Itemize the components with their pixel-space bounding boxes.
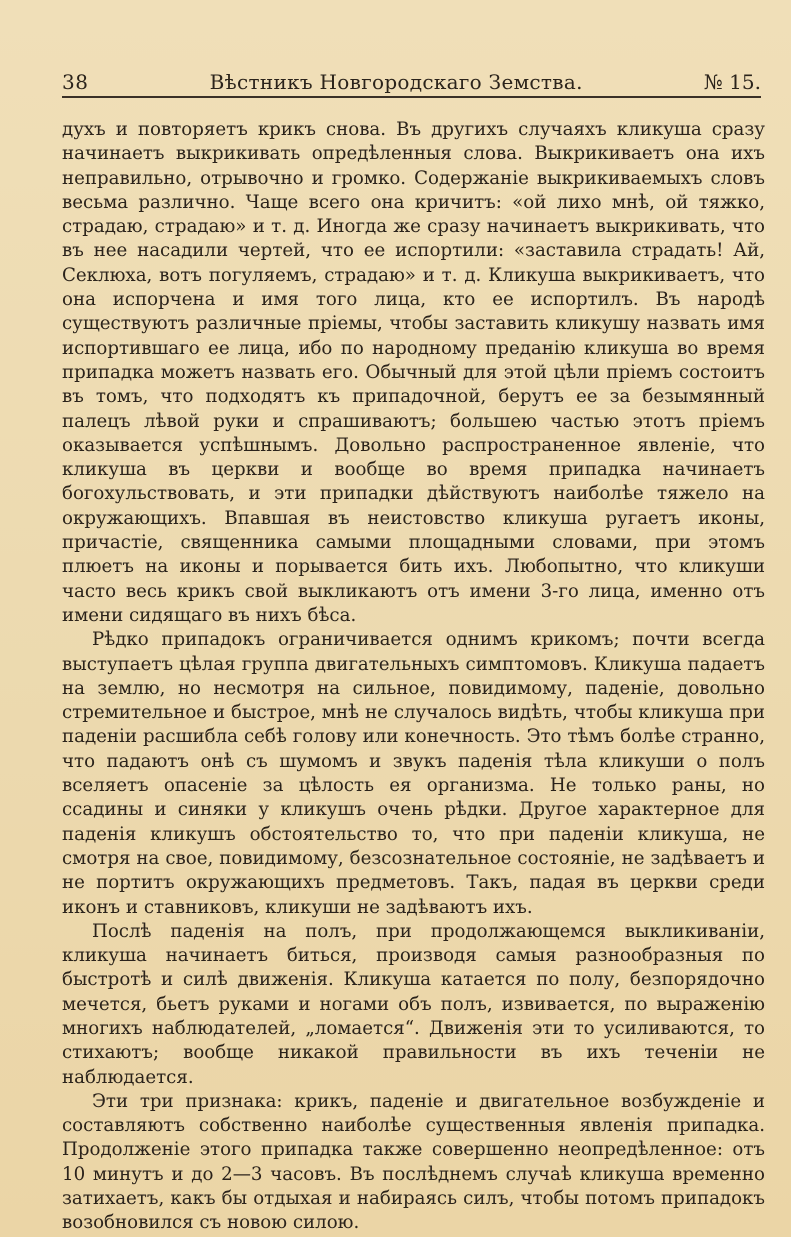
paragraph: Рѣдко припадокъ ограничивается однимъ крикомъ; почти всегда выступаетъ цѣлая группа двигательныхъ симптомовъ. Кликуша падаетъ на землю, но несмотря на сильное, повидимому, паденіе, довольно стремительное и быстрое, мнѣ не случалось видѣть, чтобы кликуша при паденіи расшибла себѣ голову или конечность. Это тѣмъ болѣе странно, что падаютъ онѣ съ шумомъ и звукъ паденія тѣла кликуши о полъ вселяетъ опасеніе за цѣлость ея организма. Не только раны, но ссадины и синяки у кликушъ очень рѣдки. Другое характерное для паденія кликушъ обстоятельство то, что при паденіи кликуша, не смотря на свое, повидимому, безсознательное состояніе, не задѣваетъ и не портитъ окружающихъ предметовъ. Такъ, падая въ церкви среди иконъ и ставниковъ, кликуши не задѣваютъ ихъ. xyxy=(62,629,765,918)
article-body xyxy=(62,118,765,1236)
issue-number: № 15. xyxy=(703,70,761,94)
page-number: 38 xyxy=(62,70,89,94)
paragraph: духъ и повторяетъ крикъ снова. Въ другихъ случаяхъ кликуша сразу начинаетъ выкрикивать опредѣленныя слова. Выкрикиваетъ она ихъ неправильно, отрывочно и громко. Содержаніе выкрикиваемыхъ словъ весьма различно. Чаще всего она кричитъ: «ой лихо мнѣ, ой тяжко, страдаю, страдаю» и т. д. Иногда же сразу начинаетъ выкрикивать, что въ нее насадили чертей, что ее испортили: «заставила страдать! Ай, Секлюха, вотъ погуляемъ, страдаю» и т. д. Кликуша выкрикиваетъ, что она испорчена и имя того лица, кто ее испортилъ. Въ народѣ существуютъ различные пріемы, чтобы заставить кликушу назвать имя испортившаго ее лица, ибо по народному преданію кликуша во время припадка можетъ назвать его. Обычный для этой цѣли пріемъ состоитъ въ томъ, что подходятъ къ припадочной, берутъ ее за безымянный палецъ лѣвой руки и спрашиваютъ; большею частью этотъ пріемъ оказывается успѣшнымъ. Довольно распространенное явленіе, что кликуша въ церкви и вообще во время припадка начинаетъ богохульствовать, и эти припадки дѣйствуютъ наиболѣе тяжело на окружающихъ. Впавшая въ неистовство кликуша ругаетъ иконы, причастіе, священника самыми площадными словами, при этомъ плюетъ на иконы и порывается бить ихъ. Любопытно, что кликуши часто весь крикъ свой выкликаютъ отъ имени 3-го лица, именно отъ имени сидящаго въ нихъ бѣса. xyxy=(62,119,765,626)
paragraph: Эти три признака: крикъ, паденіе и двигательное возбужденіе и составляютъ собственно наиболѣе существенныя явленія припадка. Продолженіе этого припадка также совершенно неопредѣленное: отъ 10 минутъ и до 2—3 часовъ. Въ послѣднемъ случаѣ кликуша временно затихаетъ, какъ бы отдыхая и набираясь силъ, чтобы потомъ припадокъ возобновился съ новою силою. xyxy=(62,1090,765,1234)
paragraph: Послѣ паденія на полъ, при продолжающемся выкликиваніи, кликуша начинаетъ биться, производя самыя разнообразныя по быстротѣ и силѣ движенія. Кликуша катается по полу, безпорядочно мечется, бьетъ руками и ногами объ полъ, извивается, по выраженію многихъ наблюдателей, „ломается“. Движенія эти то усиливаются, то стихаютъ; вообще никакой правильности въ ихъ теченіи не наблюдается. xyxy=(62,920,765,1088)
page-header xyxy=(62,66,761,98)
journal-title: Вѣстникъ Новгородскаго Земства. xyxy=(209,70,583,94)
